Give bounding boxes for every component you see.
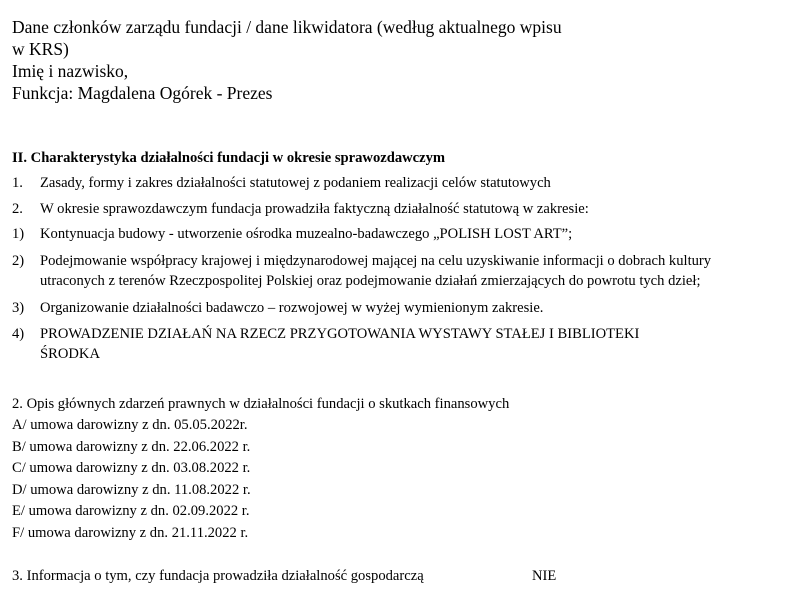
item-text-4-cont: ŚRODKA (40, 346, 101, 362)
item-text-3: Organizowanie działalności badawczo – rozwojowej w wyżej wymienionym zakresie. (40, 300, 544, 316)
business-question: 3. Informacja o tym, czy fundacja prowadziła działalność gospodarczą (12, 568, 424, 584)
event-item-e: E/ umowa darowizny z dn. 02.09.2022 r. (12, 503, 250, 519)
events-title: 2. Opis głównych zdarzeń prawnych w działalności fundacji o skutkach finansowych (12, 396, 510, 412)
intro-text-1: Zasady, formy i zakres działalności statutowej z podaniem realizacji celów statutowych (40, 175, 551, 191)
business-answer: NIE (532, 568, 557, 584)
item-num-4: 4) (12, 326, 25, 342)
section-title: II. Charakterystyka działalności fundacji w okresie sprawozdawczym (12, 150, 446, 166)
event-item-c: C/ umowa darowizny z dn. 03.08.2022 r. (12, 460, 251, 476)
board-members-heading: Dane członków zarządu fundacji / dane likwidatora (według aktualnego wpisu (12, 17, 562, 37)
item-num-3: 3) (12, 300, 25, 316)
name-label: Imię i nazwisko, (12, 61, 129, 81)
event-item-b: B/ umowa darowizny z dn. 22.06.2022 r. (12, 439, 251, 455)
function-line: Funkcja: Magdalena Ogórek - Prezes (12, 83, 273, 103)
item-num-2: 2) (12, 253, 25, 269)
item-num-1: 1) (12, 226, 25, 242)
item-text-2-cont: utraconych z terenów Rzeczpospolitej Polskiej oraz podejmowanie działań zmierzających do powrotu tych dzieł; (40, 273, 701, 289)
board-members-heading-cont: w KRS) (12, 39, 69, 59)
item-text-4: PROWADZENIE DZIAŁAŃ NA RZECZ PRZYGOTOWANIA WYSTAWY STAŁEJ I BIBLIOTEKI (40, 326, 640, 342)
intro-num-1: 1. (12, 175, 23, 191)
event-item-a: A/ umowa darowizny z dn. 05.05.2022r. (12, 417, 248, 433)
event-item-f: F/ umowa darowizny z dn. 21.11.2022 r. (12, 525, 249, 541)
intro-num-2: 2. (12, 201, 23, 217)
item-text-2: Podejmowanie współpracy krajowej i międzynarodowej mającej na celu uzyskiwanie informacji o dobrach kultury (40, 253, 712, 269)
event-item-d: D/ umowa darowizny z dn. 11.08.2022 r. (12, 482, 251, 498)
intro-text-2: W okresie sprawozdawczym fundacja prowadziła faktyczną działalność statutową w zakresie: (40, 201, 589, 217)
item-text-1: Kontynuacja budowy - utworzenie ośrodka muzealno-badawczego „POLISH LOST ART”; (40, 226, 573, 242)
